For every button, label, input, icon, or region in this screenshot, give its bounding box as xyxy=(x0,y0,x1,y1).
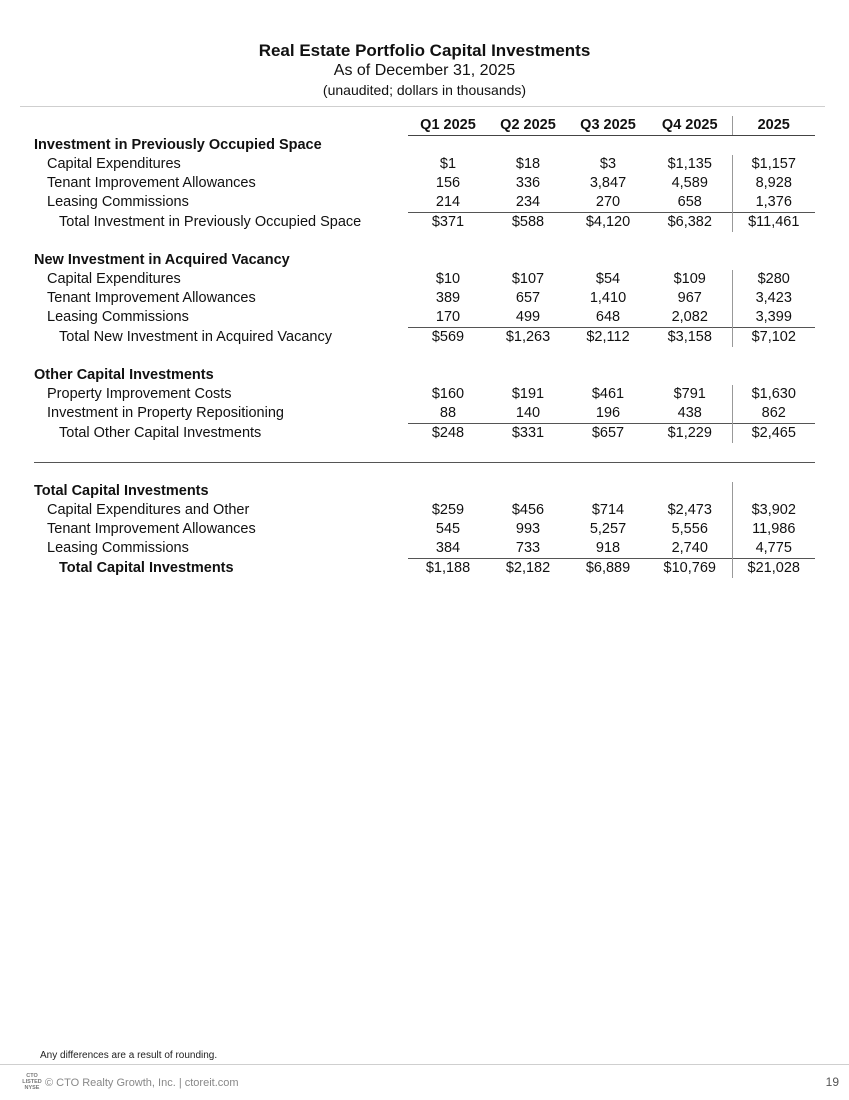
cell-value: 214 xyxy=(435,194,461,210)
subtotal-row xyxy=(34,213,815,233)
total-value: $10,769 xyxy=(648,559,732,579)
table-row xyxy=(34,520,815,539)
row-label: Capital Expenditures xyxy=(47,156,181,172)
cell-value: 1,410 xyxy=(589,290,627,306)
cell-value: 156 xyxy=(435,175,461,191)
table-row xyxy=(34,155,815,174)
cell-value: $259 xyxy=(431,502,465,518)
total-value: $588 xyxy=(488,213,568,233)
cell-value: $1,135 xyxy=(667,156,712,172)
section-title: New Investment in Acquired Vacancy xyxy=(34,252,290,268)
capital-investments-table xyxy=(34,116,815,578)
cell-value: 1,376 xyxy=(732,193,815,213)
copyright-text: © CTO Realty Growth, Inc. | ctoreit.com xyxy=(45,1077,239,1089)
table-row xyxy=(34,501,815,520)
report-title: Real Estate Portfolio Capital Investments xyxy=(258,41,591,60)
cell-value: $109 xyxy=(673,271,706,287)
cell-value: 2,082 xyxy=(671,309,708,325)
grand-total-row xyxy=(34,559,815,579)
cell-value: 993 xyxy=(515,521,541,537)
cell-value: $191 xyxy=(511,386,545,402)
section-title-row xyxy=(34,366,815,385)
cell-value: 270 xyxy=(595,194,621,210)
table-row xyxy=(34,174,815,193)
total-value: $331 xyxy=(488,424,568,444)
section-title: Investment in Previously Occupied Space xyxy=(34,136,322,153)
total-value: $248 xyxy=(408,424,488,444)
table-row xyxy=(34,308,815,328)
cell-value: 967 xyxy=(677,290,702,306)
cell-value: 4,775 xyxy=(732,539,815,559)
total-value: $7,102 xyxy=(732,328,815,348)
row-label: Property Improvement Costs xyxy=(47,386,232,402)
section-divider-row xyxy=(34,443,815,463)
cell-value: 545 xyxy=(435,521,461,537)
cell-value: $10 xyxy=(435,271,461,287)
cell-value: 11,986 xyxy=(732,520,815,539)
cto-nyse-logo xyxy=(22,1073,42,1091)
spacer-row xyxy=(34,463,815,483)
cell-value: 336 xyxy=(515,175,541,191)
total-value: $2,112 xyxy=(568,328,648,348)
subtotal-row xyxy=(34,424,815,444)
cell-value: 2,740 xyxy=(671,540,708,556)
section-title-row xyxy=(34,251,815,270)
report-note: (unaudited; dollars in thousands) xyxy=(322,82,527,98)
rounding-footnote: Any differences are a result of rounding. xyxy=(40,1050,218,1061)
logo-text-cto: CTO xyxy=(26,1073,38,1079)
cell-value: $791 xyxy=(673,386,706,402)
total-value: $11,461 xyxy=(732,213,815,233)
grand-total-label: Total Capital Investments xyxy=(59,559,234,576)
total-label: Total Investment in Previously Occupied Space xyxy=(59,213,362,230)
cell-value: 648 xyxy=(595,309,621,325)
cell-value: 5,556 xyxy=(671,521,708,537)
col-header-year: 2025 xyxy=(732,116,815,136)
cell-value: $1,157 xyxy=(732,155,815,174)
section-title: Other Capital Investments xyxy=(34,367,214,383)
cell-value: 140 xyxy=(515,405,541,421)
cell-value: 88 xyxy=(439,405,457,421)
spacer-row xyxy=(34,232,815,251)
section-title: Total Capital Investments xyxy=(34,483,209,499)
row-label: Tenant Improvement Allowances xyxy=(47,521,256,537)
col-header-q3: Q3 2025 xyxy=(568,116,648,136)
cell-value: 862 xyxy=(732,404,815,424)
section-title-row xyxy=(34,482,815,501)
cell-value: 918 xyxy=(595,540,621,556)
cell-value: 733 xyxy=(515,540,541,556)
cell-value: $1,630 xyxy=(732,385,815,404)
cell-value: 5,257 xyxy=(589,521,627,537)
row-label: Tenant Improvement Allowances xyxy=(47,175,256,191)
table-row xyxy=(34,404,815,424)
cell-value: 499 xyxy=(515,309,541,325)
total-value: $371 xyxy=(408,213,488,233)
total-value: $3,158 xyxy=(648,328,732,348)
report-date: As of December 31, 2025 xyxy=(333,62,516,79)
total-value: $2,182 xyxy=(488,559,568,579)
cell-value: 658 xyxy=(677,194,702,210)
cell-value: 170 xyxy=(435,309,461,325)
cell-value: $3,902 xyxy=(732,501,815,520)
row-label: Leasing Commissions xyxy=(47,540,189,557)
cell-value: 196 xyxy=(595,405,621,421)
header-divider xyxy=(20,106,825,107)
total-value: $1,229 xyxy=(648,424,732,444)
total-value: $569 xyxy=(408,328,488,348)
cell-value: 3,423 xyxy=(732,289,815,308)
total-value: $4,120 xyxy=(568,213,648,233)
section-title-row xyxy=(34,136,815,156)
cell-value: $280 xyxy=(732,270,815,289)
subtotal-row xyxy=(34,328,815,348)
footer-divider xyxy=(0,1064,849,1065)
cell-value: 3,399 xyxy=(732,308,815,328)
logo-text-nyse: NYSE xyxy=(24,1085,40,1091)
total-label: Total Other Capital Investments xyxy=(59,424,262,441)
cell-value: $3 xyxy=(599,156,617,172)
cell-value: 234 xyxy=(515,194,541,210)
total-value: $1,263 xyxy=(488,328,568,348)
row-label: Capital Expenditures xyxy=(47,271,181,287)
logo-text-listed: LISTED xyxy=(22,1079,42,1085)
cell-value: 4,589 xyxy=(671,175,708,191)
table-row xyxy=(34,385,815,404)
cell-value: 389 xyxy=(435,290,461,306)
cell-value: 384 xyxy=(435,540,461,556)
cell-value: $54 xyxy=(595,271,621,287)
col-header-q4: Q4 2025 xyxy=(648,116,732,136)
total-value: $21,028 xyxy=(732,559,815,579)
cell-value: $461 xyxy=(591,386,625,402)
cell-value: 3,847 xyxy=(589,175,627,191)
cell-value: 438 xyxy=(677,405,702,421)
total-value: $657 xyxy=(568,424,648,444)
cell-value: $2,473 xyxy=(667,502,712,518)
table-row xyxy=(34,289,815,308)
total-value: $6,382 xyxy=(648,213,732,233)
cell-value: 8,928 xyxy=(732,174,815,193)
total-label: Total New Investment in Acquired Vacancy xyxy=(59,328,332,345)
row-label: Tenant Improvement Allowances xyxy=(47,290,256,306)
row-label: Investment in Property Repositioning xyxy=(47,405,284,422)
table-row xyxy=(34,270,815,289)
cell-value: $18 xyxy=(515,156,541,172)
cell-value: $1 xyxy=(439,156,457,172)
spacer-row xyxy=(34,347,815,366)
table-row xyxy=(34,193,815,213)
row-label: Capital Expenditures and Other xyxy=(47,502,250,518)
cell-value: 657 xyxy=(515,290,541,306)
cell-value: $456 xyxy=(511,502,545,518)
row-label: Leasing Commissions xyxy=(47,309,189,326)
col-header-q2: Q2 2025 xyxy=(488,116,568,136)
total-value: $1,188 xyxy=(408,559,488,579)
column-header-row xyxy=(34,116,815,136)
cell-value: $714 xyxy=(591,502,625,518)
total-value: $2,465 xyxy=(732,424,815,444)
page-number: 19 xyxy=(825,1075,839,1089)
cell-value: $160 xyxy=(431,386,465,402)
cell-value: $107 xyxy=(511,271,545,287)
row-label: Leasing Commissions xyxy=(47,194,189,211)
total-value: $6,889 xyxy=(568,559,648,579)
table-row xyxy=(34,539,815,559)
col-header-q1: Q1 2025 xyxy=(408,116,488,136)
